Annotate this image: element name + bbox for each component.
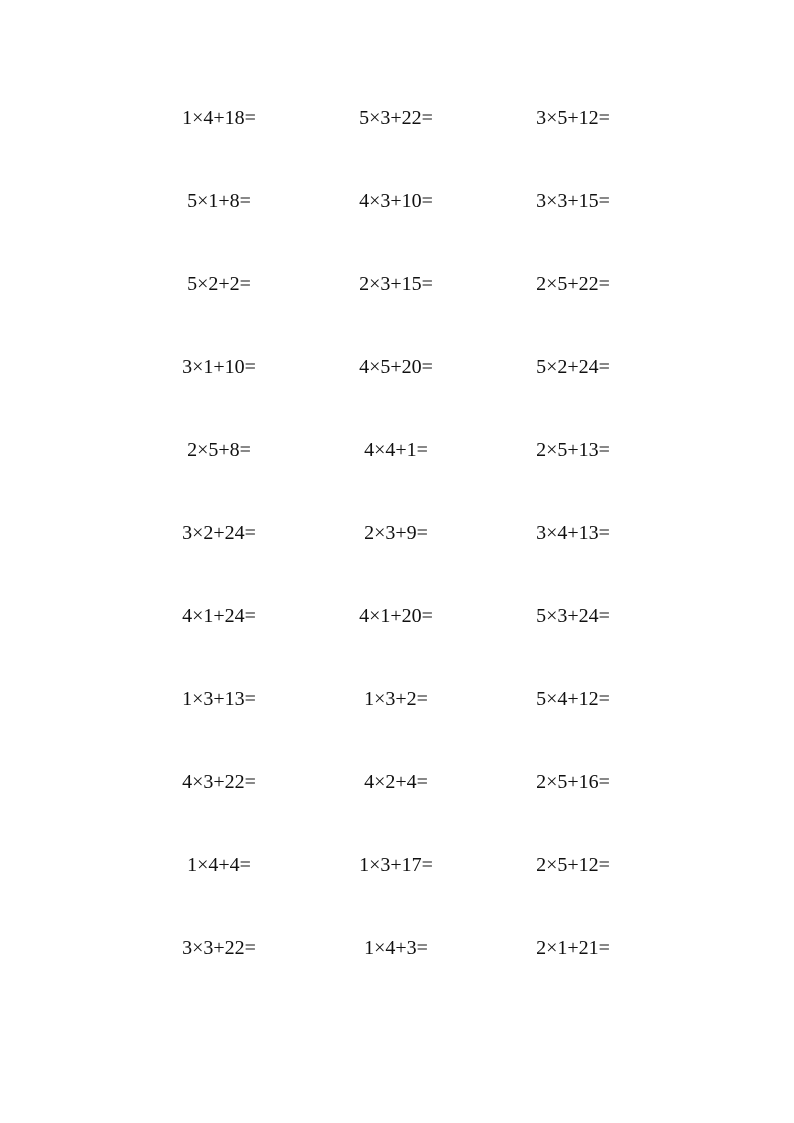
math-problem: 2×3+9= xyxy=(364,522,428,544)
math-problem: 5×1+8= xyxy=(187,190,251,212)
math-problem: 4×3+10= xyxy=(359,190,433,212)
math-problem: 2×5+13= xyxy=(536,439,610,461)
problem-row xyxy=(0,103,794,133)
math-problem: 1×3+13= xyxy=(182,688,256,710)
problem-row xyxy=(0,850,794,880)
math-problem: 4×4+1= xyxy=(364,439,428,461)
math-problem: 4×3+22= xyxy=(182,771,256,793)
problem-row xyxy=(0,684,794,714)
math-problem: 5×2+24= xyxy=(536,356,610,378)
math-problem: 3×3+22= xyxy=(182,937,256,959)
problem-row xyxy=(0,435,794,465)
math-problem: 3×3+15= xyxy=(536,190,610,212)
math-problem: 2×1+21= xyxy=(536,937,610,959)
problem-row xyxy=(0,601,794,631)
math-problem: 4×1+24= xyxy=(182,605,256,627)
math-problem: 5×4+12= xyxy=(536,688,610,710)
math-problem: 3×4+13= xyxy=(536,522,610,544)
problem-row xyxy=(0,269,794,299)
math-problem: 3×2+24= xyxy=(182,522,256,544)
math-problem: 1×4+4= xyxy=(187,854,251,876)
math-problem: 3×1+10= xyxy=(182,356,256,378)
math-problem: 5×2+2= xyxy=(187,273,251,295)
math-problem: 4×5+20= xyxy=(359,356,433,378)
problem-row xyxy=(0,186,794,216)
problem-row xyxy=(0,933,794,963)
math-problem: 5×3+22= xyxy=(359,107,433,129)
math-problem: 1×4+18= xyxy=(182,107,256,129)
math-problem: 1×3+17= xyxy=(359,854,433,876)
math-problem: 2×5+8= xyxy=(187,439,251,461)
math-problem: 1×3+2= xyxy=(364,688,428,710)
math-problem: 4×2+4= xyxy=(364,771,428,793)
problem-row xyxy=(0,518,794,548)
math-problem: 3×5+12= xyxy=(536,107,610,129)
math-problem: 1×4+3= xyxy=(364,937,428,959)
problem-row xyxy=(0,767,794,797)
math-problem: 2×3+15= xyxy=(359,273,433,295)
math-problem: 2×5+22= xyxy=(536,273,610,295)
math-problem: 5×3+24= xyxy=(536,605,610,627)
math-problem: 2×5+12= xyxy=(536,854,610,876)
math-problem: 2×5+16= xyxy=(536,771,610,793)
math-problem: 4×1+20= xyxy=(359,605,433,627)
problem-row xyxy=(0,352,794,382)
